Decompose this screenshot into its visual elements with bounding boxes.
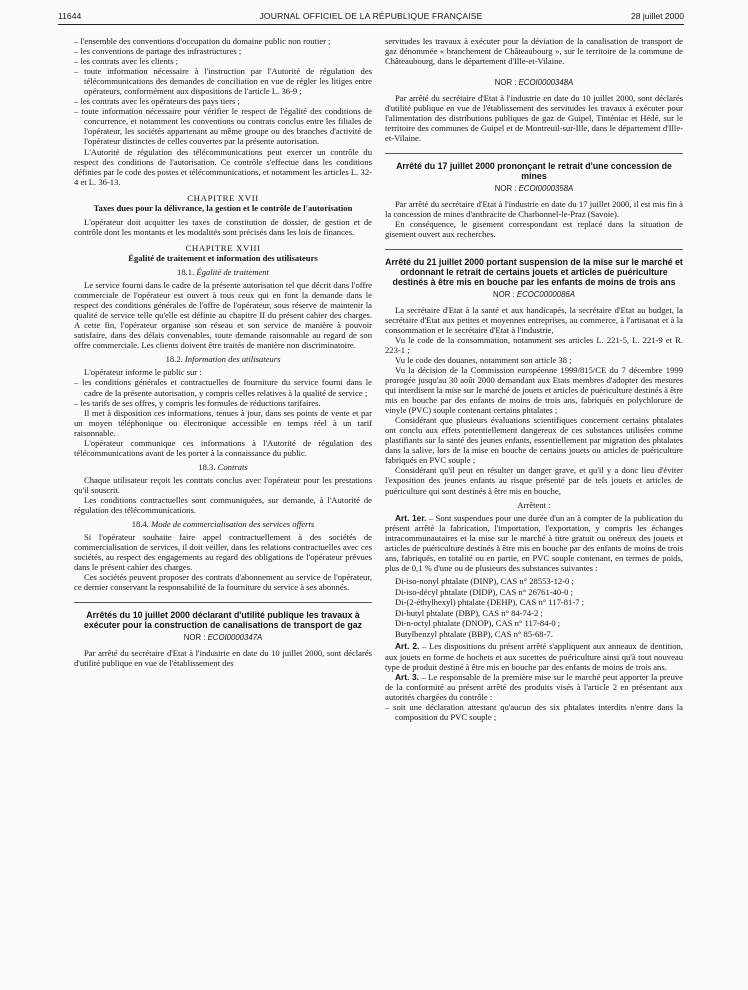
nor-reference: NOR : ECOI0000348A (494, 78, 574, 88)
list-item: – les conditions générales et contractuelles de fourniture du service fourni dans le cadre de la présente autorisation, y compris celles relatives à la qualité de service ; (74, 377, 372, 397)
article-2: Art. 2. – Les dispositions du présent arrêté s'appliquent aux anneaux de dentition, aux jouets en forme de hochets et aux sucettes de puériculture ainsi qu'à tout nouveau type de produit destiné à être mis en bouche par des enfants de moins de trois ans. (385, 641, 683, 672)
section-heading: 18.2. Information des utilisateurs (165, 354, 281, 365)
paragraph: Vu le code des douanes, notamment son article 38 ; (395, 354, 572, 365)
left-column (74, 36, 372, 668)
journal-title: JOURNAL OFFICIEL DE LA RÉPUBLIQUE FRANÇAISE (259, 11, 483, 21)
paragraph: La secrétaire d'Etat à la santé et aux handicapés, la secrétaire d'Etat au budget, la secrétaire d'Etat aux petites et moyennes entreprises, au commerce, à l'artisanat et à la consommation et le secrétaire d'Etat à l'industrie, (385, 304, 683, 335)
paragraph: Il met à disposition ces informations, tenues à jour, dans ses points de vente et par un moyen téléphonique ou électronique accessible en temps réel à un tarif raisonnable. (74, 407, 372, 438)
list-item: – les contrats avec les clients ; (74, 56, 372, 66)
list-item: Di-n-octyl phtalate (DNOP), CAS n° 117-84-0 ; (395, 618, 561, 629)
section-divider (74, 602, 372, 603)
nor-reference: NOR : ECOI0000347A (183, 632, 263, 642)
paragraph: L'Autorité de régulation des télécommunications peut exercer un contrôle du respect des conditions de l'autorisation. Ce contrôle s'effectue dans les conditions définies par le code des postes et télécommunications, et notamment les articles L. 32-4 et L. 36-13. (74, 146, 372, 187)
section-heading: 18.3. Contrats (198, 461, 248, 472)
paragraph: Ces sociétés peuvent proposer des contrats d'abonnement au service de l'opérateur, ce dernier conservant la responsabilité de la fourniture du service à ses abonnés. (74, 572, 372, 593)
page-number: 11644 (58, 11, 82, 21)
paragraph: Chaque utilisateur reçoit les contrats conclus avec l'opérateur pour les prestations qu'il souscrit. (74, 474, 372, 495)
nor-reference: NOR : ECOC0000086A (493, 289, 575, 299)
paragraph: Considérant que plusieurs évaluations scientifiques concernent certains phtalates ont conclu aux effets potentiellement dangereux de ces substances utilisées comme plastifiants sur la santé des jeunes enfants, essentiellement par migration des phtalates dans la salive, lors de la mise en bouche de certains jouets ou articles de puériculture fabriqués en PVC souple ; (385, 415, 683, 466)
paragraph: Le service fourni dans le cadre de la présente autorisation tel que décrit dans l'offre commerciale de l'opérateur est ouvert à tous ceux qui en font la demande dans le respect des conditions générales de l'offre de l'opérateur, sous réserve de maintenir la qualité de service telle qu'elle est définie au chapitre II du présent cahier des charges. A cette fin, l'opérateur organise son réseau et son service de manière à pouvoir satisfaire, dans des délais convenables, toute demande raisonnable au regard de son offre commerciale. Les clients doivent être traités de manière non discriminatoire. (74, 280, 372, 351)
paragraph: Par arrêté du secrétaire d'Etat à l'industrie en date du 17 juillet 2000, il est mis fin à la concession de mines d'anthracite de Charbonnel-le-Praz (Savoie). (385, 199, 683, 220)
decree-title: Arrêté du 17 juillet 2000 prononçant le retrait d'une concession de mines (396, 161, 672, 182)
arretent-heading: Arrêtent : (517, 499, 551, 510)
list-item: – toute information nécessaire à l'instruction par l'Autorité de régulation des télécommunications des demandes de conciliation en vue de régler les litiges entre opérateurs, conformément aux dispositions de l'article L. 36-9 ; (74, 66, 372, 96)
list-item: Di-iso-nonyl phtalate (DINP), CAS n° 28553-12-0 ; (395, 575, 574, 586)
section-heading: 18.4. Mode de commercialisation des services offerts (131, 519, 315, 530)
list-item: – l'ensemble des conventions d'occupation du domaine public non routier ; (74, 36, 372, 46)
paragraph: En conséquence, le gisement correspondant est replacé dans la situation de gisement ouvert aux recherches. (385, 219, 683, 240)
page-header (58, 10, 684, 25)
substance-list (395, 576, 683, 640)
paragraph: Considérant qu'il peut en résulter un danger grave, et qu'il y a donc lieu d'éviter l'exposition des jeunes enfants au risque présenté par de tels jouets et articles de puériculture qui sont destinés à être mis en bouche, (385, 465, 683, 496)
paragraph: Par arrêté du secrétaire d'Etat à l'industrie en date du 10 juillet 2000, sont déclarés d'utilité publique en vue de l'établissement des servitudes les travaux à exécuter pour l'alimentation des distributions publiques de gaz de Guipel, Tinténiac et Hédé, sur le territoire des communes de Guipel et de Montreuil-sur-Ille, dans le département d'Ille-et-Vilaine. (385, 93, 683, 144)
article-1: Art. 1er. – Sont suspendues pour une durée d'un an à compter de la publication du présent arrêté la fabrication, l'importation, l'exportation, y compris les échanges intracommunautaires et la mise sur le marché à titre gratuit ou onéreux des jouets et articles de puériculture destinés à être mis en bouche par des enfants de moins de trois ans, fabriqués, en totalité ou en partie, en PVC souple contenant, en termes de poids, plus de 0,1 % d'une ou de plusieurs des substances suivantes : (385, 512, 683, 573)
list-item: Di-(2-éthylhexyl) phtalate (DEHP), CAS n° 117-81-7 ; (395, 597, 585, 608)
paragraph: Par arrêté du secrétaire d'Etat à l'industrie en date du 10 juillet 2000, sont déclarés d'utilité publique en vue de l'établissement des (74, 648, 372, 669)
paragraph: L'opérateur doit acquitter les taxes de constitution de dossier, de gestion et de contrôle dont les montants et les modalités sont précisés dans les lois de finances. (74, 216, 372, 237)
list-item: Di-butyl phtalate (DBP), CAS n° 84-74-2 ; (395, 607, 543, 618)
list-item: – toute information nécessaire pour vérifier le respect de l'égalité des conditions de concurrence, et notamment les conventions ou contrats conclus entre les filiales de l'opérateur, les sociétés appartenant au même groupe ou des branches d'activité de l'opérateur distinctes de celles couvertes par la présente autorisation. (74, 106, 372, 146)
decree-title: Arrêtés du 10 juillet 2000 déclarant d'utilité publique les travaux à exécuter pour la construction de canalisations de transport de gaz (83, 610, 363, 631)
list-item: Butylbenzyl phtalate (BBP), CAS n° 85-68-7. (395, 628, 553, 639)
section-divider (385, 249, 683, 250)
paragraph: L'opérateur communique ces informations à l'Autorité de régulation des télécommunications avant de les porter à la connaissance du public. (74, 437, 372, 458)
issue-date: 28 juillet 2000 (630, 11, 684, 21)
right-column (385, 36, 683, 722)
paragraph: servitudes les travaux à exécuter pour la déviation de la canalisation de transport de gaz dénommée « branchement de Châteaubourg », sur le territoire de la commune de Châteaubourg, dans le département d'Ille-et-Vilaine. (385, 36, 683, 67)
chapter-heading: CHAPITRE XVII (187, 192, 259, 203)
article-3: Art. 3. – Le responsable de la première mise sur le marché peut apporter la preuve de la conformité au présent arrêté des produits visés à l'article 2 en présentant aux autorités chargées du contrôle : (385, 671, 683, 702)
section-heading: 18.1. Égalité de traitement (177, 266, 269, 277)
list-item: – les contrats avec les opérateurs des pays tiers ; (74, 96, 372, 106)
paragraph: Si l'opérateur souhaite faire appel contractuellement à des sociétés de commercialisation de services, il doit veiller, dans les relations contractuelles avec ces sociétés, au respect des engagements au regard des obligations de l'opérateur prévues dans le présent cahier des charges. (74, 532, 372, 573)
paragraph: L'opérateur informe le public sur : (84, 367, 202, 378)
chapter-title: Égalité de traitement et information des utilisateurs (128, 252, 318, 263)
section-divider (385, 153, 683, 154)
nor-reference: NOR : ECOI0000358A (494, 184, 574, 194)
list-item: Di-iso-décyl phtalate (DIDP), CAS n° 26761-40-0 ; (395, 586, 573, 597)
paragraph: Les conditions contractuelles sont communiquées, sur demande, à l'Autorité de régulation des télécommunications. (74, 494, 372, 516)
decree-title: Arrêté du 21 juillet 2000 portant suspension de la mise sur le marché et ordonnant le retrait de certains jouets et articles de puériculture destinés à être mis en bouche par les enfants de moins de trois ans (385, 257, 683, 287)
list-item: – les tarifs de ses offres, y compris les formules de réductions tarifaires. (74, 398, 372, 408)
chapter-heading: CHAPITRE XVIII (185, 242, 261, 253)
paragraph: Vu le code de la consommation, notamment ses articles L. 221-5, L. 221-9 et R. 223-1 ; (385, 334, 683, 355)
paragraph: Vu la décision de la Commission européenne 1999/815/CE du 7 décembre 1999 prorogée jusqu'au 30 août 2000 demandant aux Etats membres d'adopter des mesures qui interdisent la mise sur le marché de jouets et articles de puériculture destinés à être mis en bouche par des enfants de moins de trois ans, fabriqués en polychlorure de vinyle (PVC) souple contenant certains phtalates ; (385, 364, 683, 416)
list-item: – les conventions de partage des infrastructures ; (74, 46, 372, 56)
chapter-title: Taxes dues pour la délivrance, la gestion et le contrôle de l'autorisation (93, 202, 353, 213)
list-item: – soit une déclaration attestant qu'aucun des six phtalates interdits n'entre dans la composition du PVC souple ; (385, 702, 683, 722)
